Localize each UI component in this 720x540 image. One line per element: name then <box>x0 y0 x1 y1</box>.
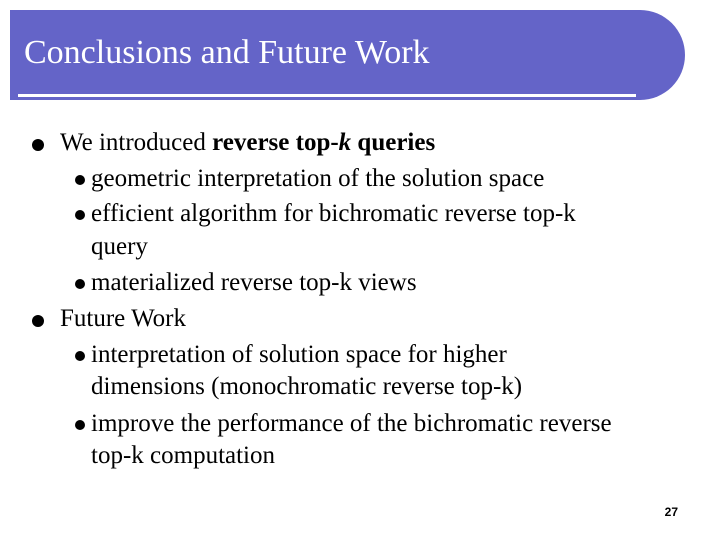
bold-part-b: queries <box>351 129 436 156</box>
sub-bullet-algorithm-line1: efficient algorithm for bichromatic reverse top-k <box>91 200 576 227</box>
sub-bullet-icon <box>75 279 85 289</box>
bullet-future-work: Future Work <box>60 305 186 332</box>
bold-italic-k: k <box>338 129 352 156</box>
sub-bullet-icon <box>75 351 85 361</box>
bullet-icon <box>32 315 44 327</box>
sub-bullet-interpretation-line2: dimensions (monochromatic reverse top-k) <box>91 373 523 400</box>
bullet-icon <box>32 139 44 151</box>
sub-bullet-icon <box>75 210 85 220</box>
sub-bullet-improve-line1: improve the performance of the bichromatic reverse <box>91 410 612 437</box>
page-number: 27 <box>664 505 678 519</box>
slide-title: Conclusions and Future Work <box>24 34 430 71</box>
sub-bullet-improve-line2: top-k computation <box>91 442 275 469</box>
bullet-reverse-topk <box>60 128 435 158</box>
sub-bullet-icon <box>75 175 85 185</box>
sub-bullet-materialized: materialized reverse top-k views <box>91 269 417 296</box>
sub-bullet-icon <box>75 420 85 430</box>
bullet-bold-text <box>212 129 435 156</box>
bullet-text-prefix: We introduced <box>60 129 213 156</box>
bold-part-a: reverse top- <box>212 129 339 156</box>
sub-bullet-algorithm-line2: query <box>91 233 148 260</box>
sub-bullet-geometric: geometric interpretation of the solution space <box>91 165 545 192</box>
sub-bullet-interpretation-line1: interpretation of solution space for higher <box>91 341 507 368</box>
